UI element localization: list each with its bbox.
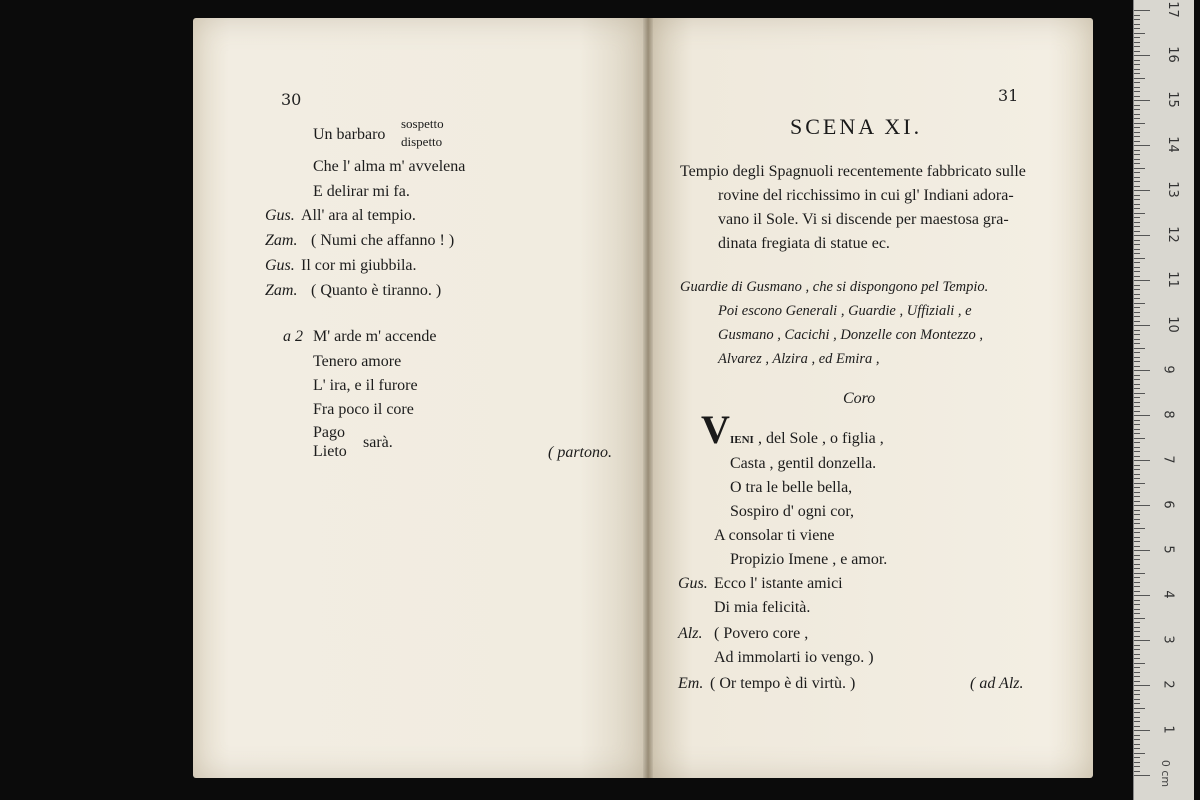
ruler-tick (1134, 37, 1140, 38)
verse-line: , del Sole , o figlia , (758, 430, 884, 447)
verse-line: Propizio Imene , e amor. (730, 551, 888, 568)
ruler-tick (1134, 546, 1140, 547)
ruler-tick (1134, 586, 1140, 587)
verse-line: A consolar ti viene (714, 527, 835, 544)
ruler-tick (1134, 244, 1140, 245)
ruler-tick (1134, 109, 1140, 110)
verse-line: Tenero amore (313, 353, 402, 370)
ruler-tick (1134, 24, 1140, 25)
duet-marker: a 2 (283, 328, 303, 345)
speaker-label: Em. (678, 675, 704, 692)
ruler-tick (1134, 51, 1140, 52)
ruler-tick (1134, 339, 1140, 340)
ruler-tick (1134, 699, 1140, 700)
ruler-tick (1134, 222, 1140, 223)
ruler-tick (1134, 271, 1140, 272)
ruler-tick (1134, 438, 1145, 439)
ruler-tick (1134, 91, 1140, 92)
ruler-tick (1134, 177, 1140, 178)
ruler-tick (1134, 361, 1140, 362)
ruler-tick (1134, 294, 1140, 295)
ruler-tick (1134, 190, 1150, 191)
ruler-tick (1134, 159, 1140, 160)
ruler-tick (1134, 627, 1140, 628)
ruler-tick (1134, 402, 1140, 403)
ruler-tick (1134, 249, 1140, 250)
ruler-tick (1134, 280, 1150, 281)
ruler-number: 4 (1160, 590, 1176, 599)
ruler-number: 10 (1164, 316, 1180, 333)
ruler-tick (1134, 348, 1145, 349)
ruler-tick (1134, 150, 1140, 151)
ruler-tick (1134, 577, 1140, 578)
ruler-tick (1134, 483, 1145, 484)
ruler-tick (1134, 375, 1140, 376)
ruler-tick (1134, 100, 1150, 101)
ruler-number: 9 (1160, 365, 1176, 374)
ruler-tick (1134, 321, 1140, 322)
speaker-label: Zam. (265, 232, 298, 249)
ruler-number: 1 (1160, 725, 1176, 734)
coro-heading: Coro (843, 390, 876, 407)
verse-line: Che l' alma m' avvelena (313, 158, 466, 175)
ruler-tick (1134, 105, 1140, 106)
dialogue-line: ( Quanto è tiranno. ) (311, 282, 442, 299)
ruler-number: 6 (1160, 500, 1176, 509)
ruler-tick (1134, 573, 1145, 574)
ruler-tick (1134, 154, 1140, 155)
ruler-tick (1134, 528, 1145, 529)
ruler-tick (1134, 537, 1140, 538)
ruler-tick (1134, 636, 1140, 637)
verse-variant-top: sospetto (401, 116, 444, 131)
ruler-tick (1134, 397, 1140, 398)
speaker-label: Gus. (678, 575, 708, 592)
scene-title: SCENA XI. (790, 114, 923, 139)
ruler-tick (1134, 384, 1140, 385)
ruler-tick (1134, 456, 1140, 457)
ruler-tick (1134, 357, 1140, 358)
ruler-tick (1134, 591, 1140, 592)
dialogue-line: ( Povero core , (714, 625, 809, 642)
ruler-tick (1134, 645, 1140, 646)
speaker-label: Gus. (265, 257, 295, 274)
ruler-tick (1134, 33, 1145, 34)
verse-line: E delirar mi fa. (313, 183, 410, 200)
ruler-tick (1134, 604, 1140, 605)
ruler-tick (1134, 334, 1140, 335)
ruler-tick (1134, 325, 1150, 326)
ruler-tick (1134, 564, 1140, 565)
ruler-tick (1134, 127, 1140, 128)
ruler-tick (1134, 730, 1150, 731)
ruler-tick (1134, 114, 1140, 115)
ruler-tick (1134, 15, 1140, 16)
ruler-tick (1134, 609, 1140, 610)
ruler-tick (1134, 429, 1140, 430)
ruler-tick (1134, 186, 1140, 187)
verse-line: O tra le belle bella, (730, 479, 853, 496)
ruler-tick (1134, 298, 1140, 299)
setting-line: Tempio degli Spagnuoli recentemente fabbricato sulle (680, 163, 1026, 180)
ruler-tick (1134, 690, 1140, 691)
ruler-tick (1134, 87, 1140, 88)
ruler-tick (1134, 433, 1140, 434)
ruler-tick (1134, 123, 1145, 124)
ruler-tick (1134, 663, 1145, 664)
ruler-tick (1134, 757, 1140, 758)
ruler-tick (1134, 285, 1140, 286)
cast-line: Poi escono Generali , Guardie , Uffiziali , e (718, 303, 972, 319)
verse-line: Fra poco il core (313, 401, 414, 418)
ruler-tick (1134, 82, 1140, 83)
ruler-tick (1134, 42, 1140, 43)
dialogue-line: Il cor mi giubbila. (301, 257, 417, 274)
ruler-tick (1134, 235, 1150, 236)
ruler-tick (1134, 775, 1150, 776)
ruler-tick (1134, 289, 1140, 290)
ruler-tick (1134, 46, 1140, 47)
ruler-tick (1134, 258, 1145, 259)
ruler-tick (1134, 411, 1140, 412)
right-page (648, 18, 1093, 778)
book-gutter (643, 18, 653, 778)
dialogue-line: All' ara al tempio. (301, 207, 416, 224)
ruler-tick (1134, 505, 1150, 506)
ruler-tick (1134, 64, 1140, 65)
measurement-ruler (1133, 0, 1194, 800)
ruler-tick (1134, 10, 1150, 11)
ruler-tick (1134, 231, 1140, 232)
ruler-tick (1134, 739, 1140, 740)
ruler-tick (1134, 559, 1140, 560)
ruler-tick (1134, 474, 1140, 475)
ruler-tick (1134, 762, 1140, 763)
ruler-tick (1134, 388, 1140, 389)
ruler-tick (1134, 582, 1140, 583)
ruler-tick (1134, 654, 1140, 655)
ruler-tick (1134, 658, 1140, 659)
ruler-tick (1134, 510, 1140, 511)
ruler-tick (1134, 168, 1145, 169)
ruler-tick (1134, 618, 1145, 619)
ruler-tick (1134, 496, 1140, 497)
ruler-tick (1134, 555, 1140, 556)
speaker-label: Gus. (265, 207, 295, 224)
ruler-tick (1134, 550, 1150, 551)
ruler-tick (1134, 78, 1145, 79)
ruler-tick (1134, 447, 1140, 448)
ruler-tick (1134, 132, 1140, 133)
speaker-label: Zam. (265, 282, 298, 299)
ruler-tick (1134, 568, 1140, 569)
verse-line: L' ira, e il furore (313, 377, 418, 394)
ruler-tick (1134, 204, 1140, 205)
ruler-tick (1134, 253, 1140, 254)
verse-line: sarà. (363, 434, 393, 451)
verse-variant-bottom: Lieto (313, 443, 347, 460)
ruler-tick (1134, 685, 1150, 686)
verse-line: Casta , gentil donzella. (730, 455, 877, 472)
ruler-tick (1134, 240, 1140, 241)
ruler-tick (1134, 163, 1140, 164)
ruler-tick (1134, 487, 1140, 488)
ruler-tick (1134, 541, 1140, 542)
ruler-tick (1134, 208, 1140, 209)
setting-line: vano il Sole. Vi si discende per maestosa gra- (718, 211, 1009, 228)
ruler-tick (1134, 672, 1140, 673)
ruler-tick (1134, 622, 1140, 623)
dialogue-line: ( Numi che affanno ! ) (311, 232, 455, 249)
ruler-tick (1134, 141, 1140, 142)
page-number: 30 (281, 90, 302, 109)
dialogue-line: Ad immolarti io vengo. ) (714, 649, 874, 666)
ruler-tick (1134, 631, 1140, 632)
ruler-tick (1134, 262, 1140, 263)
ruler-tick (1134, 136, 1140, 137)
ruler-tick (1134, 613, 1140, 614)
ruler-tick (1134, 771, 1140, 772)
setting-line: dinata fregiata di statue ec. (718, 235, 890, 252)
cast-line: Guardie di Gusmano , che si dispongono pel Tempio. (680, 279, 989, 295)
smallcaps-word: IENI (730, 434, 754, 446)
ruler-number: 2 (1160, 680, 1176, 689)
ruler-tick (1134, 748, 1140, 749)
ruler-tick (1134, 145, 1150, 146)
ruler-tick (1134, 469, 1140, 470)
ruler-tick (1134, 28, 1140, 29)
ruler-tick (1134, 379, 1140, 380)
ruler-tick (1134, 366, 1140, 367)
ruler-tick (1134, 352, 1140, 353)
ruler-tick (1134, 726, 1140, 727)
open-book (193, 18, 1093, 778)
setting-line: rovine del ricchissimo in cui gl' Indiani adora- (718, 187, 1014, 204)
ruler-tick (1134, 753, 1145, 754)
drop-cap: V (701, 407, 730, 452)
ruler-tick (1134, 451, 1140, 452)
dialogue-line: Di mia felicità. (714, 599, 811, 616)
ruler-tick (1134, 519, 1140, 520)
ruler-tick (1134, 744, 1140, 745)
ruler-tick (1134, 717, 1140, 718)
ruler-tick (1134, 316, 1140, 317)
ruler-number: 11 (1164, 271, 1180, 288)
ruler-tick (1134, 424, 1140, 425)
page-number: 31 (998, 86, 1019, 105)
ruler-tick (1134, 766, 1140, 767)
ruler-tick (1134, 708, 1145, 709)
ruler-number: 16 (1164, 46, 1180, 63)
speaker-label: Alz. (678, 625, 703, 642)
ruler-tick (1134, 694, 1140, 695)
ruler-tick (1134, 595, 1150, 596)
ruler-tick (1134, 393, 1145, 394)
ruler-unit: 0 cm (1159, 759, 1173, 788)
ruler-tick (1134, 195, 1140, 196)
ruler-tick (1134, 532, 1140, 533)
ruler-number: 3 (1160, 635, 1176, 644)
ruler-tick (1134, 681, 1140, 682)
ruler-tick (1134, 640, 1150, 641)
ruler-tick (1134, 478, 1140, 479)
ruler-tick (1134, 442, 1140, 443)
ruler-tick (1134, 303, 1145, 304)
ruler-tick (1134, 735, 1140, 736)
ruler-tick (1134, 267, 1140, 268)
stage-direction: ( partono. (548, 444, 612, 461)
ruler-tick (1134, 712, 1140, 713)
ruler-tick (1134, 492, 1140, 493)
left-page (193, 18, 648, 778)
ruler-tick (1134, 330, 1140, 331)
ruler-tick (1134, 460, 1150, 461)
ruler-tick (1134, 213, 1145, 214)
ruler-number: 12 (1164, 226, 1180, 243)
dialogue-line: ( Or tempo è di virtù. ) (710, 675, 856, 692)
ruler-tick (1134, 676, 1140, 677)
ruler-tick (1134, 465, 1140, 466)
ruler-tick (1134, 420, 1140, 421)
cast-line: Alvarez , Alzira , ed Emira , (718, 351, 880, 367)
verse-line: M' arde m' accende (313, 328, 437, 345)
ruler-tick (1134, 226, 1140, 227)
stage-direction: ( ad Alz. (970, 675, 1024, 692)
ruler-tick (1134, 721, 1140, 722)
ruler-tick (1134, 19, 1140, 20)
ruler-tick (1134, 406, 1140, 407)
ruler-tick (1134, 312, 1140, 313)
ruler-tick (1134, 217, 1140, 218)
ruler-tick (1134, 667, 1140, 668)
ruler-tick (1134, 73, 1140, 74)
verse-line: Un barbaro (313, 126, 386, 143)
ruler-tick (1134, 501, 1140, 502)
ruler-tick (1134, 172, 1140, 173)
ruler-tick (1134, 55, 1150, 56)
ruler-tick (1134, 343, 1140, 344)
verse-line: Sospiro d' ogni cor, (730, 503, 855, 520)
ruler-number: 17 (1164, 1, 1180, 18)
ruler-number: 14 (1164, 136, 1180, 153)
ruler-tick (1134, 703, 1140, 704)
ruler-tick (1134, 118, 1140, 119)
ruler-number: 7 (1160, 455, 1176, 464)
ruler-tick (1134, 415, 1150, 416)
cast-line: Gusmano , Cacichi , Donzelle con Montezzo , (718, 327, 983, 343)
ruler-tick (1134, 514, 1140, 515)
dialogue-line: Ecco l' istante amici (714, 575, 843, 592)
ruler-tick (1134, 649, 1140, 650)
ruler-tick (1134, 69, 1140, 70)
ruler-number: 15 (1164, 91, 1180, 108)
ruler-tick (1134, 199, 1140, 200)
ruler-tick (1134, 307, 1140, 308)
ruler-tick (1134, 96, 1140, 97)
ruler-tick (1134, 181, 1140, 182)
ruler-tick (1134, 276, 1140, 277)
ruler-tick (1134, 600, 1140, 601)
ruler-tick (1134, 370, 1150, 371)
verse-variant-top: Pago (313, 424, 345, 441)
ruler-tick (1134, 523, 1140, 524)
ruler-number: 8 (1160, 410, 1176, 419)
verse-variant-bottom: dispetto (401, 134, 443, 149)
ruler-number: 5 (1160, 545, 1176, 554)
ruler-tick (1134, 60, 1140, 61)
ruler-number: 13 (1164, 181, 1180, 198)
